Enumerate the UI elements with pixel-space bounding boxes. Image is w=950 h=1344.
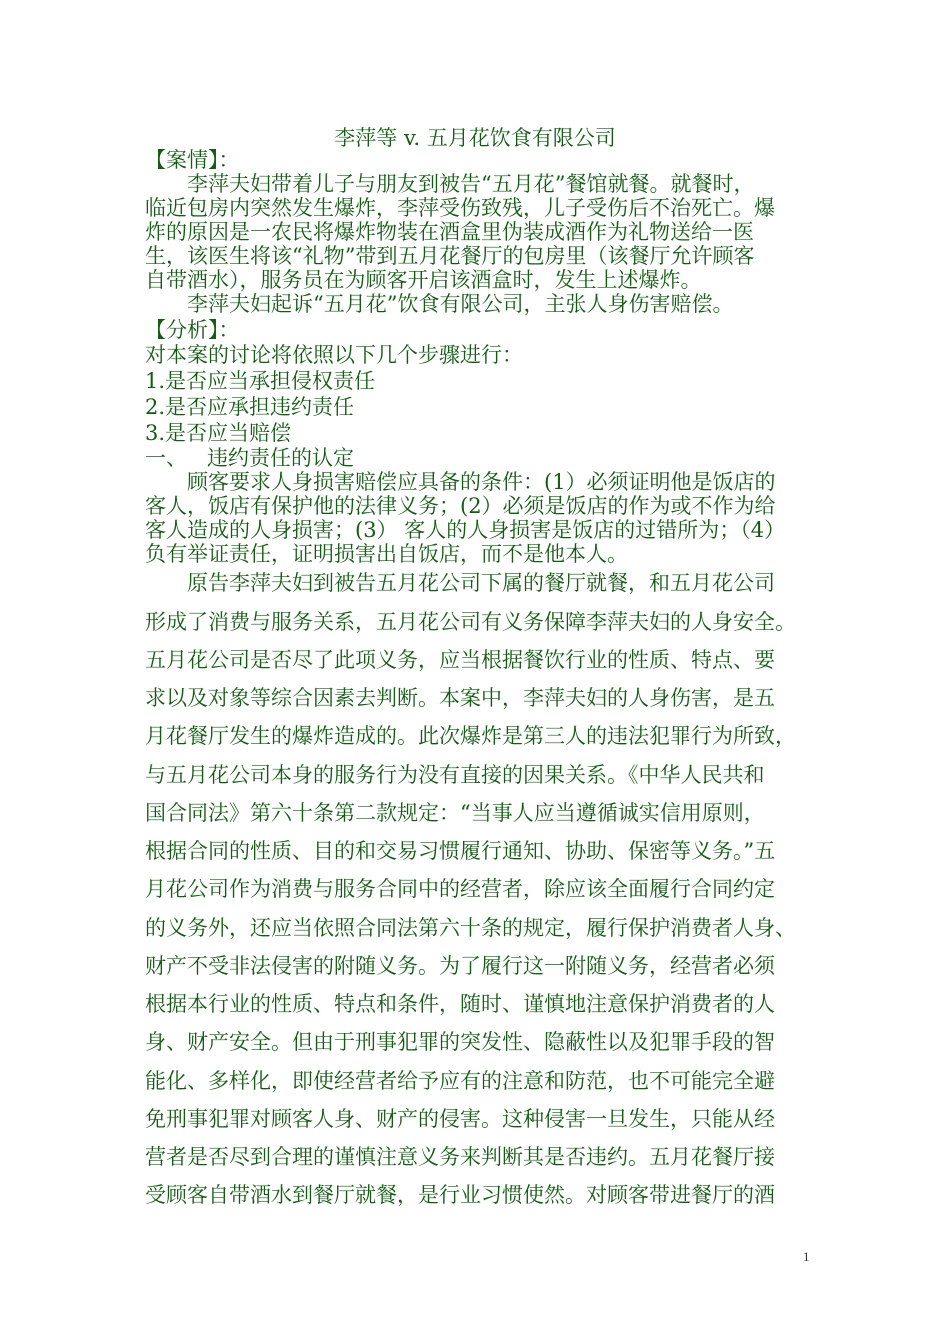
body-line: 营者是否尽到合理的谨慎注意义务来判断其是否违约。五月花餐厅接 <box>145 1145 775 1169</box>
body-line: 受顾客自带酒水到餐厅就餐，是行业习惯使然。对顾客带进餐厅的酒 <box>145 1183 775 1207</box>
analysis-intro: 对本案的讨论将依照以下几个步骤进行： <box>145 343 523 367</box>
case-line: 自带酒水），服务员在为顾客开启该酒盒时，发生上述爆炸。 <box>145 268 702 292</box>
case-line: 李萍夫妇带着儿子与朋友到被告“五月花”餐馆就餐。就餐时， <box>187 172 755 196</box>
analysis-heading: 【分析】： <box>145 318 240 342</box>
body-line: 形成了消费与服务关系，五月花公司有义务保障李萍夫妇的人身安全。 <box>145 610 796 634</box>
case-line: 炸的原因是一农民将爆炸物装在酒盒里伪装成酒作为礼物送给一医 <box>145 220 754 244</box>
document-title: 李萍等 v. 五月花饮食有限公司 <box>334 126 616 150</box>
body-line: 财产不受非法侵害的附随义务。为了履行这一附随义务，经营者必须 <box>145 954 775 978</box>
conditions-line: 客人，饭店有保护他的法律义务；(2）必须是饭店的作为或不作为给 <box>145 494 776 518</box>
conditions-line: 负有举证责任，证明损害出自饭店，而不是他本人。 <box>145 542 628 566</box>
case-heading: 【案情】： <box>145 148 240 172</box>
body-line: 能化、多样化，即使经营者给予应有的注意和防范，也不可能完全避 <box>145 1069 775 1093</box>
body-line: 根据合同的性质、目的和交易习惯履行通知、协助、保密等义务。”五 <box>145 839 776 863</box>
body-line: 国合同法》第六十条第二款规定：“当事人应当遵循诚实信用原则， <box>145 801 765 825</box>
case-line: 李萍夫妇起诉“五月花”饮食有限公司，主张人身伤害赔偿。 <box>187 292 734 316</box>
step-item: 1.是否应当承担侵权责任 <box>145 369 376 393</box>
conditions-line: 客人造成的人身损害；(3） 客人的人身损害是饭店的过错所为；（4） <box>145 518 786 542</box>
body-line: 月花餐厅发生的爆炸造成的。此次爆炸是第三人的违法犯罪行为所致， <box>145 724 796 748</box>
step-item: 3.是否应当赔偿 <box>145 421 292 445</box>
body-line: 原告李萍夫妇到被告五月花公司下属的餐厅就餐，和五月花公司 <box>187 571 775 595</box>
section-heading: 一、 违约责任的认定 <box>145 446 355 470</box>
body-line: 根据本行业的性质、特点和条件，随时、谨慎地注意保护消费者的人 <box>145 992 775 1016</box>
conditions-line: 顾客要求人身损害赔偿应具备的条件：(1）必须证明他是饭店的 <box>187 470 776 494</box>
body-line: 的义务外，还应当依照合同法第六十条的规定，履行保护消费者人身、 <box>145 916 796 940</box>
case-line: 生，该医生将该“礼物”带到五月花餐厅的包房里（该餐厅允许顾客 <box>145 244 755 268</box>
body-line: 身、财产安全。但由于刑事犯罪的突发性、隐蔽性以及犯罪手段的智 <box>145 1030 775 1054</box>
body-line: 求以及对象等综合因素去判断。本案中，李萍夫妇的人身伤害，是五 <box>145 686 775 710</box>
step-item: 2.是否应承担违约责任 <box>145 395 355 419</box>
body-line: 五月花公司是否尽了此项义务，应当根据餐饮行业的性质、特点、要 <box>145 648 775 672</box>
body-line: 与五月花公司本身的服务行为没有直接的因果关系。《中华人民共和 <box>145 763 765 787</box>
page-number: 1 <box>803 1249 810 1264</box>
body-line: 免刑事犯罪对顾客人身、财产的侵害。这种侵害一旦发生，只能从经 <box>145 1107 775 1131</box>
body-line: 月花公司作为消费与服务合同中的经营者，除应该全面履行合同约定 <box>145 877 775 901</box>
case-line: 临近包房内突然发生爆炸，李萍受伤致残，儿子受伤后不治死亡。爆 <box>145 196 775 220</box>
